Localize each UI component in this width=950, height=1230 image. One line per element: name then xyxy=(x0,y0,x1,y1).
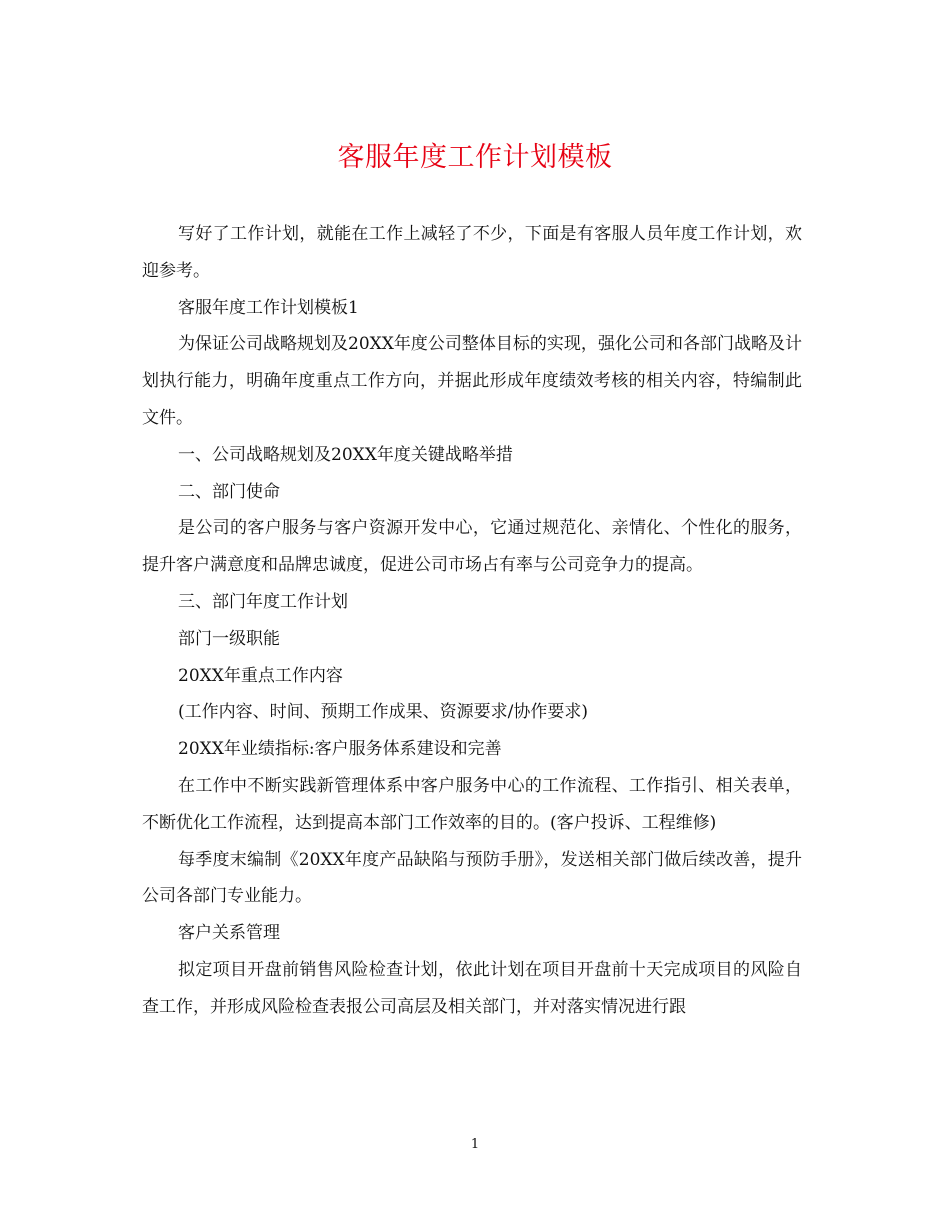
subheading-key-work: 20XX年重点工作内容 xyxy=(178,665,343,686)
document-title: 客服年度工作计划模板 xyxy=(337,142,613,173)
subheading-primary-function: 部门一级职能 xyxy=(178,628,280,649)
paragraph-mission: 是公司的客户服务与客户资源开发中心，它通过规范化、亲情化、个性化的服务，提升客户满意度和品牌忠诚度，促进公司市场占有率与公司竞争力的提高。 xyxy=(142,518,802,576)
paragraph-purpose: 为保证公司战略规划及20XX年度公司整体目标的实现，强化公司和各部门战略及计划执行能力，明确年度重点工作方向，并据此形成年度绩效考核的相关内容，特编制此文件。 xyxy=(142,334,802,428)
page-number: 1 xyxy=(470,1137,480,1152)
paragraph-intro: 写好了工作计划，就能在工作上减轻了不少，下面是有客服人员年度工作计划，欢迎参考。 xyxy=(142,224,802,281)
paragraph-workflow: 在工作中不断实践新管理体系中客户服务中心的工作流程、工作指引、相关表单，不断优化工作流程，达到提高本部门工作效率的目的。(客户投诉、工程维修) xyxy=(142,775,802,833)
paragraph-quarterly-manual: 每季度末编制《20XX年度产品缺陷与预防手册》，发送相关部门做后续改善，提升公司各部门专业能力。 xyxy=(142,849,802,907)
section-heading-annual-plan: 三、部门年度工作计划 xyxy=(178,591,348,612)
section-heading-strategy: 一、公司战略规划及20XX年度关键战略举措 xyxy=(178,444,513,465)
note-work-columns: (工作内容、时间、预期工作成果、资源要求/协作要求) xyxy=(178,702,588,723)
document-body xyxy=(142,216,802,1026)
subheading-customer-relations: 客户关系管理 xyxy=(178,923,280,944)
section-heading-mission: 二、部门使命 xyxy=(178,481,280,502)
subheading-performance-indicator: 20XX年业绩指标:客户服务体系建设和完善 xyxy=(178,739,502,760)
paragraph-risk-check: 拟定项目开盘前销售风险检查计划，依此计划在项目开盘前十天完成项目的风险自查工作，并形成风险检查表报公司高层及相关部门，并对落实情况进行跟 xyxy=(142,959,802,1017)
section-heading-template-1: 客服年度工作计划模板1 xyxy=(178,297,359,318)
